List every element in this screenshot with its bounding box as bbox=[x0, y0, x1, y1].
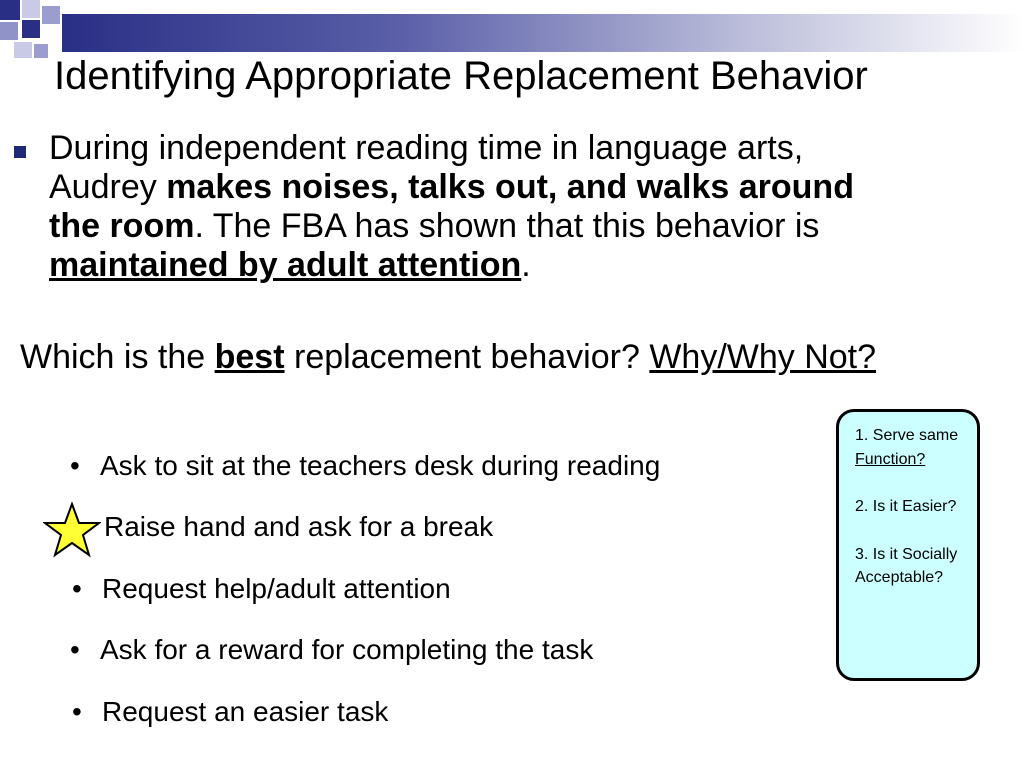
bullet-dot-icon: • bbox=[72, 573, 82, 604]
criterion-2: 2. Is it Easier? bbox=[855, 498, 957, 515]
scenario-paragraph bbox=[49, 129, 879, 285]
question-why: Why/Why Not? bbox=[649, 338, 877, 376]
criteria-box bbox=[836, 409, 980, 681]
bullet-dot-icon: • bbox=[70, 450, 80, 481]
scenario-text-1: During independent reading time in language arts, Audrey bbox=[49, 129, 804, 206]
option-label: Ask for a reward for completing the task bbox=[100, 634, 594, 665]
question-part-2: replacement behavior? bbox=[284, 338, 650, 376]
option-label: Request help/adult attention bbox=[102, 573, 451, 604]
slide-title: Identifying Appropriate Replacement Behavior bbox=[54, 54, 868, 98]
bullet-dot-icon: • bbox=[72, 696, 82, 727]
option-item bbox=[72, 573, 451, 605]
option-item-selected bbox=[104, 511, 493, 543]
star-icon bbox=[43, 502, 101, 558]
title-bar-gradient bbox=[62, 14, 1024, 52]
option-item bbox=[70, 634, 593, 666]
option-label: Raise hand and ask for a break bbox=[104, 511, 494, 542]
bullet-dot-icon: • bbox=[70, 634, 80, 665]
question-part-1: Which is the bbox=[20, 338, 215, 376]
scenario-behavior: makes noises, talks out, and walks around the room bbox=[49, 168, 854, 245]
option-label: Ask to sit at the teachers desk during reading bbox=[100, 450, 661, 481]
option-item bbox=[70, 450, 660, 482]
option-label: Request an easier task bbox=[102, 696, 389, 727]
option-item bbox=[72, 696, 388, 728]
criterion-1-function: Function? bbox=[855, 450, 926, 468]
scenario-text-3: . bbox=[521, 246, 531, 284]
criterion-1-text: 1. Serve same bbox=[855, 427, 959, 444]
scenario-text-2: . The FBA has shown that this behavior is bbox=[194, 207, 820, 245]
question-text bbox=[20, 334, 950, 380]
criterion-1 bbox=[855, 424, 967, 471]
square-bullet-icon bbox=[14, 146, 26, 158]
scenario-function: maintained by adult attention bbox=[49, 246, 522, 284]
criterion-3: 3. Is it Socially Acceptable? bbox=[855, 545, 958, 586]
question-best: best bbox=[214, 338, 285, 376]
